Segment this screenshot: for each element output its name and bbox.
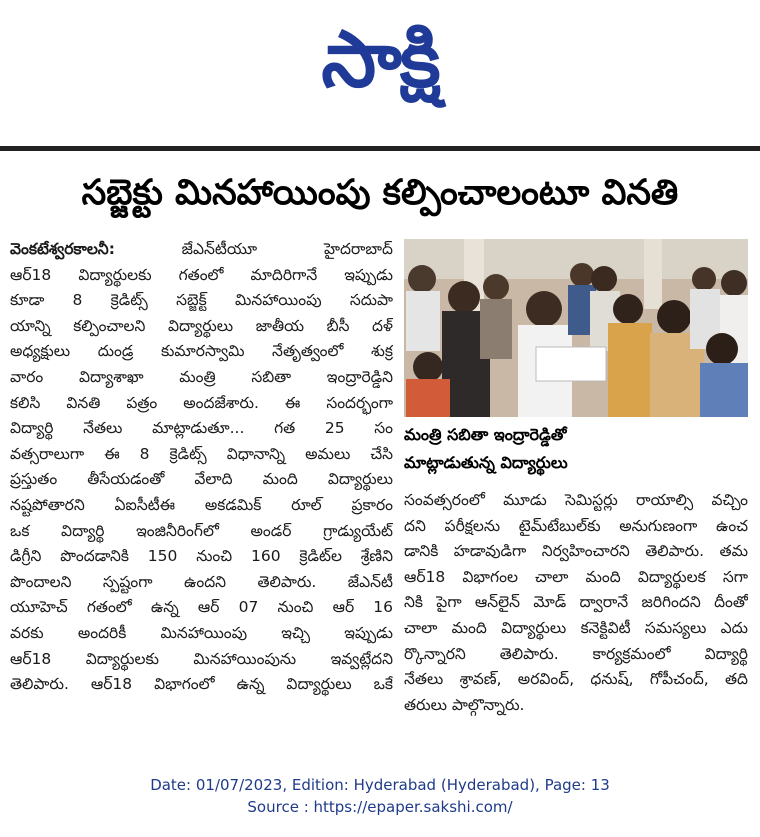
article-line: అధ్యక్షులు దుండ్ర కుమారస్వామి నేతృత్వంలో శుక్ర [10, 342, 393, 361]
sakshi-logo: సాక్షి [321, 15, 439, 105]
masthead-divider [0, 146, 760, 151]
article-line: కూడా 8 క్రెడిట్స్ సబ్జెక్ట్ మినహాయింపు సదుపా [10, 291, 393, 310]
news-photo [404, 239, 748, 417]
photo-caption-line: మంత్రి సబితా ఇంద్రారెడ్డితో [404, 425, 567, 444]
article-line: సంవత్సరంలో మూడు సెమిస్టర్లు రాయాల్సి వచ్చిం [404, 491, 748, 509]
article-line: పొందాలని స్పష్టంగా ఉందని తెలిపారు. జేఎన్‌టీ [10, 572, 393, 591]
article-line: కలిసి వినతి పత్రం అందజేశారు. ఈ సందర్భంగా [10, 393, 393, 412]
article-line: చాలా మంది విద్యార్థులు కనెక్టివిటీ సమస్యలు ఎదు [404, 618, 748, 637]
article-column-left [10, 237, 393, 698]
article-line [10, 237, 393, 263]
source-info: Source : https://epaper.sakshi.com/ [247, 798, 513, 816]
article-line: తరులు పాల్గొన్నారు. [404, 695, 525, 714]
edition-info: Date: 01/07/2023, Edition: Hyderabad (Hyderabad), Page: 13 [150, 776, 610, 794]
masthead [0, 0, 760, 140]
article-line: తెలిపారు. ఆర్‌18 విభాగంలో ఉన్న విద్యార్థులు ఒకే [10, 675, 393, 694]
article-line: డిగ్రీని పొందడానికి 150 నుంచి 160 క్రెడిట్‌ల శ్రేణిని [10, 547, 393, 566]
article-line: దని పరీక్షలను టైమ్‌టేబుల్‌కు అనుగుణంగా ఉంచ [404, 516, 748, 535]
article-line: ర్కొన్నారని తెలిపారు. కార్యక్రమంలో విద్యార్థి [404, 644, 748, 663]
news-photo-illustration [404, 239, 748, 417]
article-line: నికి పైగా ఆన్‌లైన్ మోడ్ ద్వారానే జరిగిందని దీంతో [404, 593, 748, 612]
article-column-right [404, 488, 748, 718]
article-line: ఒక విద్యార్థి ఇంజినీరింగ్‌లో అండర్ గ్రాడ్యుయేట్ [10, 521, 393, 540]
article-line: ఆర్‌18 విద్యార్థులకు మినహాయింపును ఇవ్వట్లేదని [10, 649, 393, 668]
article-line: నష్టపోతారని ఏఐసీటీఈ అకడమిక్ రూల్ ప్రకారం [10, 495, 393, 514]
article-headline: సబ్జెక్టు మినహాయింపు కల్పించాలంటూ వినతి [81, 173, 679, 213]
article-line: వారం విద్యాశాఖా మంత్రి సబితా ఇంద్రారెడ్డిని [10, 367, 393, 386]
article-line: వరకు అందరికీ మినహాయింపు ఇచ్చి ఇప్పుడు [10, 623, 393, 642]
article-line: విద్యార్థి నేతలు మాట్లాడుతూ... గత 25 సం [10, 419, 393, 438]
article-line: డానికి హడావుడిగా నిర్వహించారని తెలిపారు. తమ [404, 542, 748, 561]
article-line: వత్సరాలుగా ఈ 8 క్రెడిట్స్ విధానాన్ని అమలు చేసి [10, 444, 393, 463]
photo-caption-line: మాట్లాడుతున్న విద్యార్థులు [404, 453, 568, 472]
article-line: ఆర్‌18 విభాగంల చాలా మంది విద్యార్థులక సగా [404, 567, 748, 586]
article-line: యాన్ని కల్పించాలని విద్యార్థులు జాతీయ బీసీ దళ్ [10, 316, 393, 335]
photo-caption [404, 421, 748, 481]
article-line: ఆర్‌18 విద్యార్థులకు గతంలో మాదిరిగానే ఇప్పుడు [10, 265, 393, 284]
article-line-text: జేఎన్‌టీయూ హైదరాబాద్ [114, 240, 393, 258]
article-line: నేతలు శ్రావణ్, అరవింద్, ధనుష్, గోపీచంద్, తది [404, 670, 748, 689]
article-line: యూహెచ్ గతంలో ఉన్న ఆర్ 07 నుంచి ఆర్ 16 [10, 598, 393, 617]
dateline-kicker: వెంకటేశ్వరకాలనీ: [10, 240, 115, 258]
article-line: ప్రస్తుతం తీసేయడంతో వేలాది మంది విద్యార్థులు [10, 470, 393, 489]
